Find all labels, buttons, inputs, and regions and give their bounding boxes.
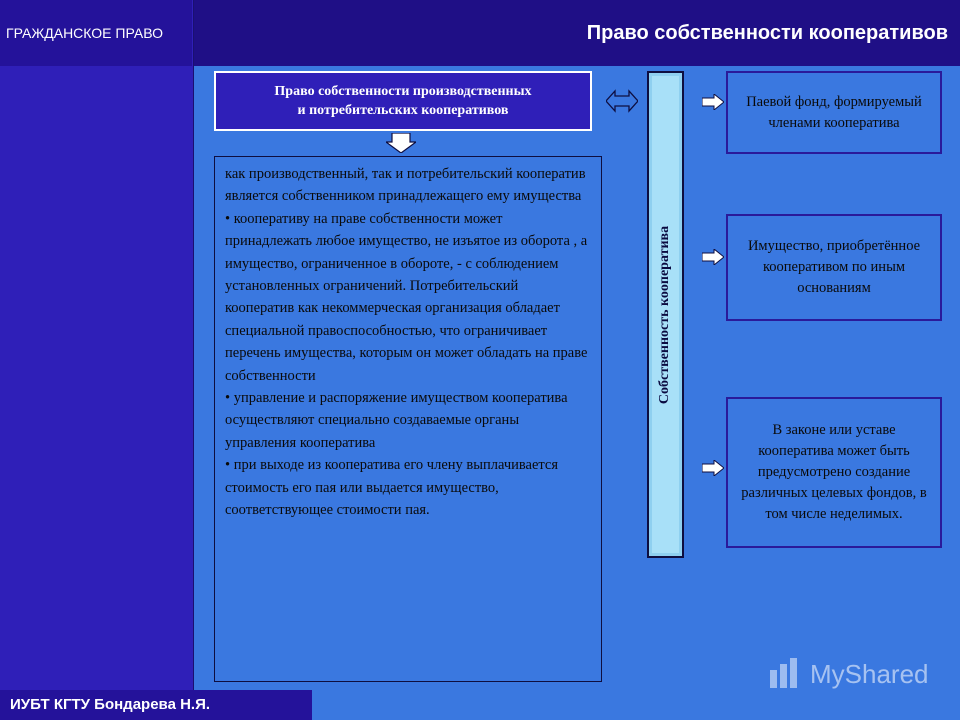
special-funds-text: В законе или уставе кооператива может быть предусмотрено создание различных целевых фондов, в том числе неделимых. <box>741 422 927 522</box>
slide-title: Право собственности кооперативов <box>586 22 948 44</box>
double-arrow-icon <box>606 89 638 113</box>
watermark <box>768 656 929 692</box>
paragraph-4: • при выходе из кооператива его члену выплачивается стоимость его пая или выдается имущество, соответствующее стоимости пая. <box>225 457 559 519</box>
share-fund-text: Паевой фонд, формируемый членами кооператива <box>746 93 922 131</box>
right-arrow-icon <box>702 94 724 110</box>
slide-header <box>194 0 960 66</box>
cooperative-property-bar <box>647 71 684 558</box>
paragraph-2: • кооперативу на праве собственности может принадлежать любое имущество, не изъятое из оборота , а имущество, ограниченное в обороте, - с соблюдением установленных ограничений. Потребительский кооператив как некоммерческая организация обладает специальной правоспособностью, что ограничивает перечень имущества, которым он может обладать на праве собственности <box>225 210 588 384</box>
watermark-text: MyShared <box>810 658 929 689</box>
main-topic-line1: Право собственности производственных <box>274 84 532 99</box>
sidebar-title: ГРАЖДАНСКОЕ ПРАВО <box>6 25 163 41</box>
footer-author: ИУБТ КГТУ Бондарева Н.Я. <box>10 696 211 713</box>
right-arrow-icon <box>702 249 724 265</box>
down-arrow-icon <box>386 133 416 153</box>
paragraph-1: как производственный, так и потребительский кооператив является собственником принадлежащего ему имущества <box>225 166 586 205</box>
sidebar-header <box>0 0 192 66</box>
main-topic-line2: и потребительских кооперативов <box>297 103 509 118</box>
special-funds-box <box>726 397 942 548</box>
other-property-text: Имущество, приобретённое кооперативом по иным основаниям <box>747 238 921 296</box>
footer <box>0 690 312 720</box>
share-fund-box <box>726 71 942 154</box>
main-topic-box <box>214 71 592 131</box>
paragraph-3: • управление и распоряжение имуществом кооператива осуществляют специально создаваемые органы управления кооператива <box>225 390 568 451</box>
right-arrow-icon <box>702 460 724 476</box>
sidebar <box>0 0 194 720</box>
description-text-box <box>214 156 602 682</box>
other-property-box <box>726 214 942 321</box>
vertical-bar-label: Собственность кооператива <box>657 225 673 404</box>
myshared-logo-icon <box>768 656 806 692</box>
